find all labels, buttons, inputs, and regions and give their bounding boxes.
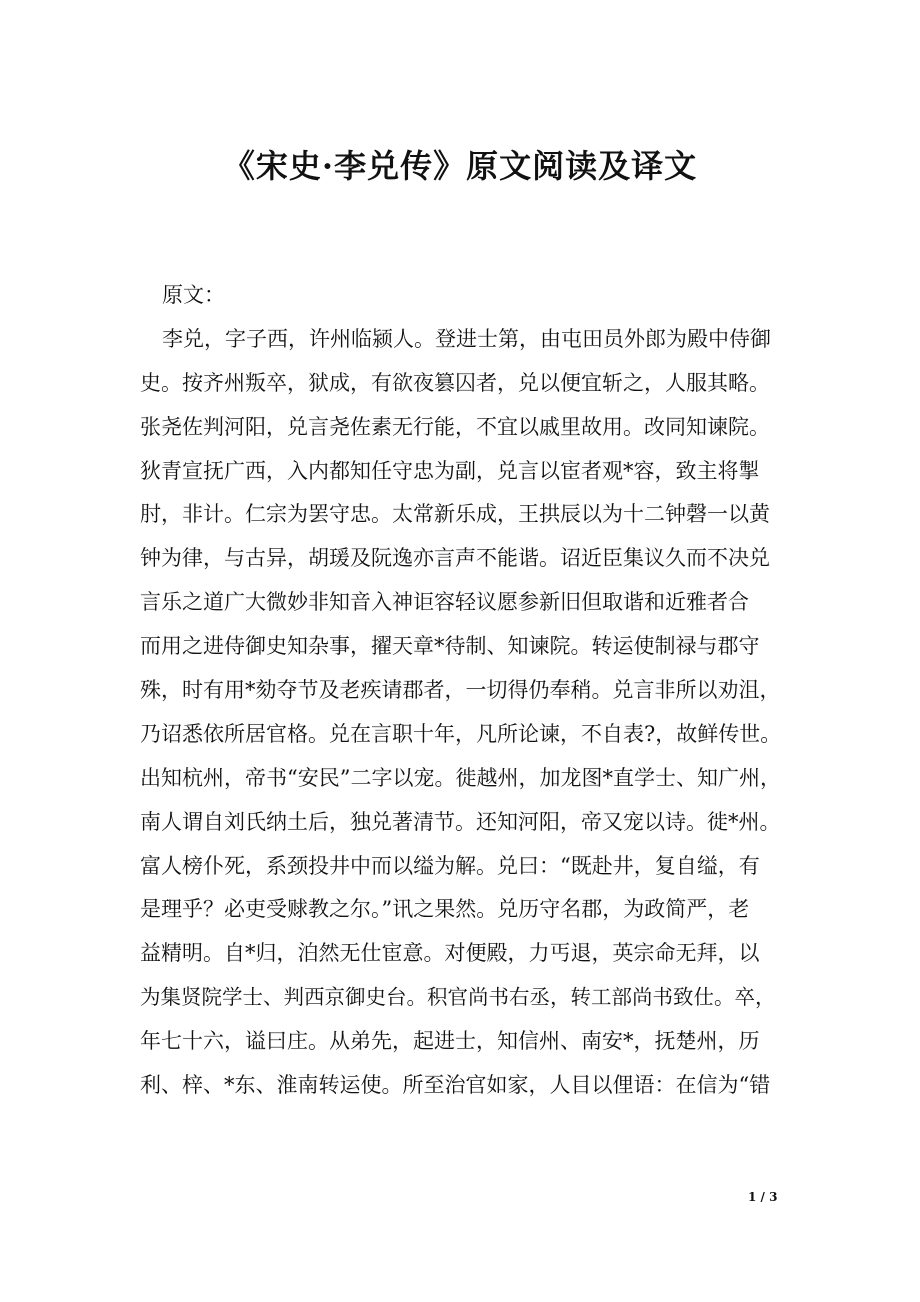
text-line: 年七十六，谥曰庄。从弟先，起进士，知信州、南安*，抚楚州，历 [140, 1029, 760, 1054]
text-line: 富人榜仆死，系颈投井中而以缢为解。兑曰：“既赴井，复自缢，有 [140, 853, 760, 878]
text-line: 张尧佐判河阳，兑言尧佐素无行能，不宜以戚里故用。改同知谏院。 [140, 414, 770, 439]
text-line: 而用之进侍御史知杂事，擢天章*待制、知谏院。转运使制禄与郡守 [140, 634, 760, 659]
text-line: 出知杭州，帝书“安民”二字以宠。徙越州，加龙图*直学士、知广州， [140, 765, 781, 790]
text-line: 是理乎？必吏受赇教之尔。”讯之果然。兑历守名郡，为政简严，老 [140, 897, 750, 922]
text-line: 肘，非计。仁宗为罢守忠。太常新乐成，王拱辰以为十二钟磬一以黄 [140, 502, 770, 527]
text-line: 狄青宣抚广西，入内都知任守忠为副，兑言以宦者观*容，致主将掣 [140, 458, 760, 483]
text-line: 言乐之道广大微妙非知音入神讵容轻议愿参新旧但取谐和近雅者合 [140, 590, 749, 615]
text-line: 乃诏悉依所居官格。兑在言职十年，凡所论谏，不自表?，故鲜传世。 [140, 721, 782, 746]
text-line: 钟为律，与古异，胡瑗及阮逸亦言声不能谐。诏近臣集议久而不决兑 [140, 546, 770, 571]
page-number: 1 / 3 [748, 1190, 778, 1204]
text-line: 李兑，字子西，许州临颍人。登进士第，由屯田员外郎为殿中侍御 [162, 326, 771, 351]
text-line: 为集贤院学士、判西京御史台。积官尚书右丞，转工部尚书致仕。卒， [140, 985, 776, 1010]
text-line: 南人谓自刘氏纳土后，独兑著清节。还知河阳，帝又宠以诗。徙*州。 [140, 809, 781, 834]
text-line: 益精明。自*归，泊然无仕宦意。对便殿，力丐退，英宗命无拜，以 [140, 941, 760, 966]
text-line: 史。按齐州叛卒，狱成，有欲夜篡囚者，兑以便宜斩之，人服其略。 [140, 370, 770, 395]
text-line: 利、梓、*东、淮南转运使。所至治官如家，人目以俚语：在信为“错 [140, 1073, 771, 1098]
section-label: 原文： [162, 283, 225, 307]
text-line: 殊，时有用*劾夺节及老疾请郡者，一切得仍奉稍。兑言非所以劝沮， [140, 678, 781, 703]
document-body [140, 274, 790, 1108]
document-title: 《宋史·李兑传》原文阅读及译文 [222, 147, 698, 185]
